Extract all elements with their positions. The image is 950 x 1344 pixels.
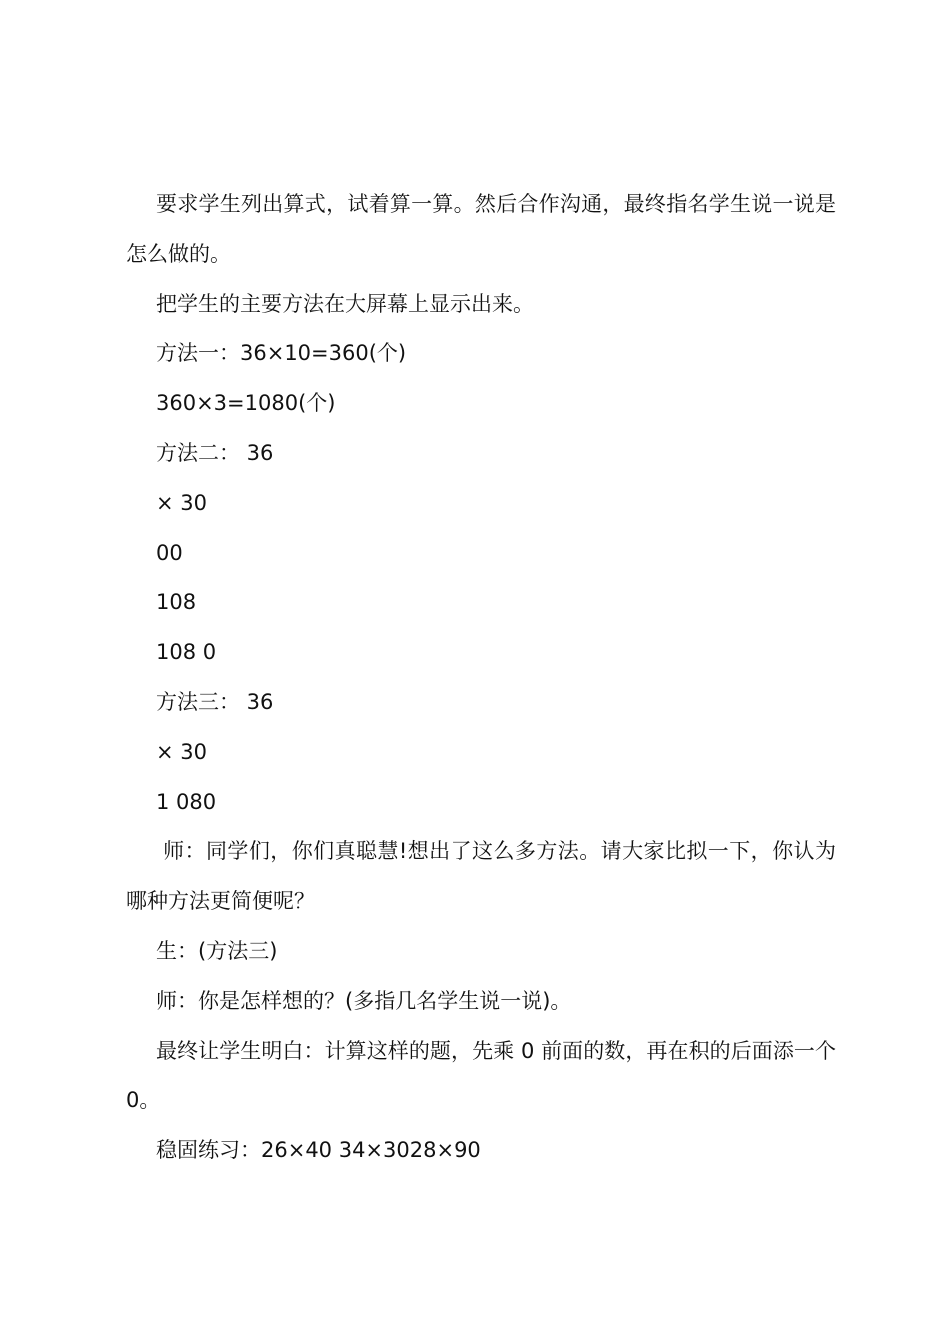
paragraph-instruction: 要求学生列出算式，试着算一算。然后合作沟通，最终指名学生说一说是怎么做的。 [126,192,836,266]
paragraph-method-one: 方法一：36×10=360(个) [156,341,407,366]
paragraph-method-three-multiplier: × 30 [156,739,207,764]
paragraph-method-one-step: 360×3=1080(个) [156,391,336,416]
paragraph-teacher-followup: 师：你是怎样想的？(多指几名学生说一说)。 [156,988,572,1013]
paragraph-method-two-multiplier: × 30 [156,490,207,515]
paragraph-method-three-result: 1 080 [156,789,217,814]
paragraph-method-two: 方法二： 36 [156,440,274,465]
paragraph-conclusion: 最终让学生明白：计算这样的题，先乘 0 前面的数，再在积的后面添一个 0。 [126,1038,843,1113]
paragraph-student-answer: 生：(方法三) [156,938,278,963]
paragraph-teacher-question: 师：同学们，你们真聪慧!想出了这么多方法。请大家比拟一下，你认为哪种方法更简便呢？ [126,839,836,914]
paragraph-method-two-row-1: 00 [156,540,183,565]
paragraph-method-two-row-2: 108 [156,590,197,615]
paragraph-display-methods: 把学生的主要方法在大屏幕上显示出来。 [156,291,534,316]
paragraph-method-two-result: 108 0 [156,640,217,665]
paragraph-method-three: 方法三： 36 [156,689,274,714]
document-body [126,180,843,1176]
paragraph-practice: 稳固练习：26×40 34×3028×90 [156,1138,481,1163]
